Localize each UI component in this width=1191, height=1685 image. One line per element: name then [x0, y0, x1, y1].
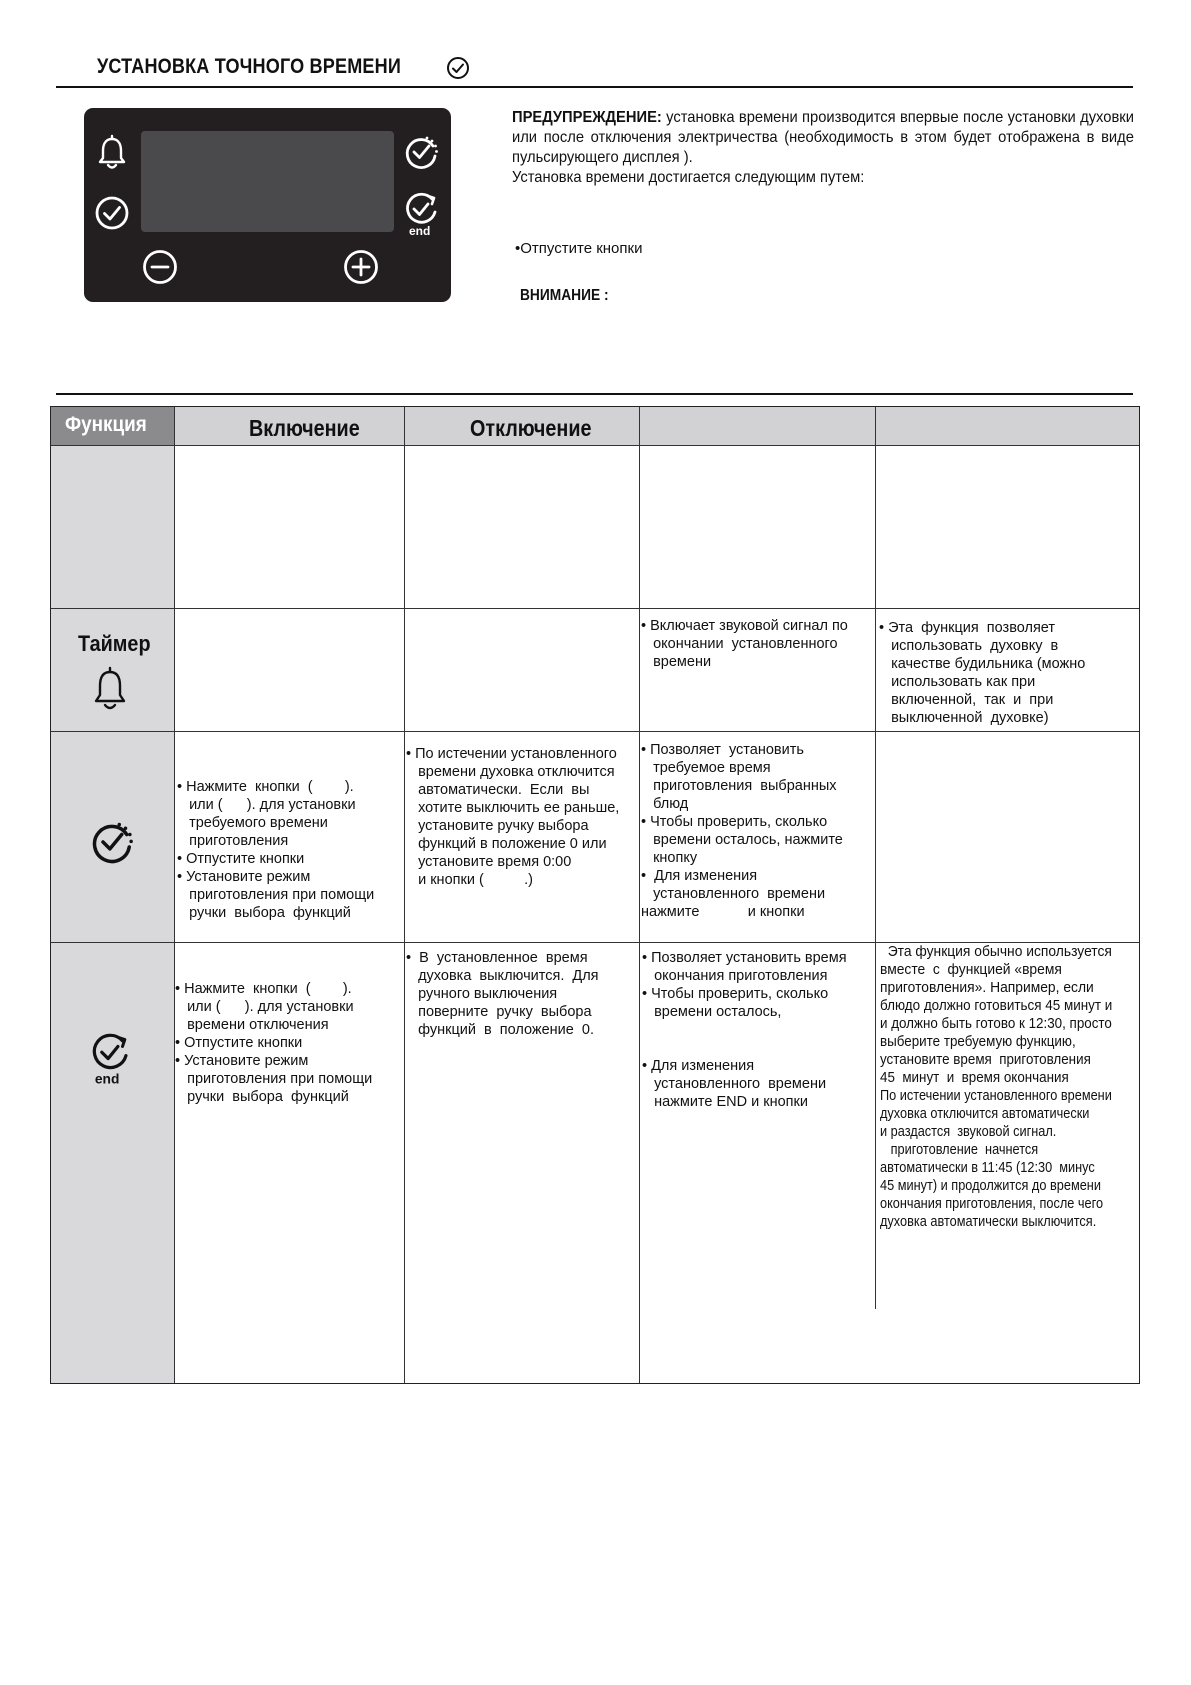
cell-line: • Отпустите кнопки [175, 1035, 303, 1051]
warning-text: установка времени производится впервые после установки духовки или после отключения электричества (необходимость в этом будет отображена в виде пульсирующего дисплея ). [512, 109, 1134, 166]
cell-line: и кнопки ( .) [406, 872, 533, 888]
cell-line: ручки выбора функций [175, 1089, 349, 1105]
cell-line: • Нажмите кнопки ( ). [177, 779, 354, 795]
cell-line: времени [641, 654, 712, 670]
cell-line: функций в положение 0 или [406, 836, 607, 852]
plus-icon[interactable] [341, 247, 381, 287]
clock-check-icon [446, 56, 470, 80]
cell-line: духовка отключится автоматически [880, 1106, 1090, 1122]
cell-line: качестве будильника (можно [879, 656, 1086, 672]
method-text: Установка времени достигается следующим путем: [512, 169, 865, 186]
cell-line: 45 минут) и продолжится до времени [880, 1178, 1101, 1194]
end-on [175, 980, 372, 1106]
cell-line: хотите выключить ее раньше, [406, 800, 620, 816]
cell-line: ручного выключения [406, 986, 558, 1002]
control-panel [84, 108, 451, 302]
cell-line: блюд [641, 796, 689, 812]
cooking-time-icon [88, 817, 138, 867]
cell-line: функций в положение 0. [406, 1022, 594, 1038]
minus-icon[interactable] [140, 247, 180, 287]
cell-line: или ( ). для установки [175, 999, 354, 1015]
cell-line: приготовления при помощи [177, 887, 375, 903]
cell-line: блюдо должно готовиться 45 минут и [880, 998, 1113, 1014]
cell-line: окончания приготовления, после чего [880, 1196, 1104, 1212]
cell-line: и должно быть готово к 12:30, просто [880, 1016, 1112, 1032]
cell-line: окончания приготовления [642, 968, 828, 984]
end-off [406, 949, 599, 1039]
cooking-col4 [641, 741, 843, 921]
display-screen [141, 131, 394, 232]
cell-line: времени осталось, [642, 1004, 782, 1020]
cell-line: требуемого времени [177, 815, 328, 831]
cell-line: нажмите и кнопки [641, 904, 805, 920]
cell-line: • Чтобы проверить, сколько [642, 986, 829, 1002]
cell-line: • Отпустите кнопки [177, 851, 305, 867]
function-column [51, 407, 174, 1383]
end-label: end [409, 224, 431, 236]
intro-text [512, 108, 1134, 188]
cell-line [642, 1039, 847, 1057]
cell-line: установите время 0:00 [406, 854, 572, 870]
end-col5 [880, 943, 1144, 1231]
cell-line: • Для изменения [642, 1058, 755, 1074]
cell-line: духовка выключится. Для [406, 968, 599, 984]
cell-line: • Позволяет установить время [642, 950, 847, 966]
cell-line: • Установите режим [177, 869, 311, 885]
header-function: Функция [51, 407, 174, 445]
cell-line: окончании установленного [641, 636, 838, 652]
cell-line: установленного времени [642, 1076, 827, 1092]
header-off: Отключение [470, 415, 592, 441]
cell-line: • В установленное время [406, 950, 588, 966]
release-step: •Отпустите кнопки [515, 240, 643, 257]
end-col4 [642, 949, 847, 1111]
bell-icon[interactable] [92, 133, 132, 173]
cell-line: выключенной духовке) [879, 710, 1049, 726]
cell-line: духовка автоматически выключится. [880, 1214, 1097, 1230]
bell-icon [88, 664, 132, 714]
cell-line: • Позволяет установить [641, 742, 804, 758]
cell-line: • Включает звуковой сигнал по [641, 618, 848, 634]
cell-line: кнопку [641, 850, 698, 866]
cell-line: установите время приготовления [880, 1052, 1091, 1068]
cooking-on [177, 778, 374, 922]
timer-col5 [879, 619, 1085, 727]
function-table [50, 406, 1140, 1384]
cell-line: приготовления [177, 833, 289, 849]
end-time-icon[interactable] [402, 190, 442, 236]
cell-line: 45 минут и время окончания [880, 1070, 1069, 1086]
cell-line: нажмите END и кнопки [642, 1094, 808, 1110]
cell-line: и раздастся звуковой сигнал. [880, 1124, 1057, 1140]
attention-label: ВНИМАНИЕ : [520, 287, 609, 304]
cell-line: выберите требуемую функцию, [880, 1034, 1076, 1050]
cell-line: установите ручку выбора [406, 818, 589, 834]
cell-line: автоматически в 11:45 (12:30 минус [880, 1160, 1095, 1176]
header-on: Включение [249, 415, 360, 441]
cooking-off [406, 745, 619, 889]
cell-line: или ( ). для установки [177, 797, 356, 813]
cell-line: приготовления при помощи [175, 1071, 373, 1087]
cell-line: • Нажмите кнопки ( ). [175, 981, 352, 997]
cell-line: поверните ручку выбора [406, 1004, 592, 1020]
cell-line: вместе с функцией «время [880, 962, 1062, 978]
top-rule [56, 86, 1133, 88]
cell-line: • По истечении установленного [406, 746, 617, 762]
cell-line: приготовление начнется [880, 1142, 1039, 1158]
cell-line [642, 1021, 847, 1039]
cell-line: автоматически. Если вы [406, 782, 590, 798]
cell-line: • Чтобы проверить, сколько [641, 814, 828, 830]
clock-check-icon[interactable] [92, 193, 132, 233]
cell-line: приготовления выбранных [641, 778, 837, 794]
cell-line: • Эта функция позволяет [879, 620, 1056, 636]
cell-line: времени осталось, нажмите [641, 832, 843, 848]
timer-label: Таймер [78, 631, 151, 656]
cell-line: • Установите режим [175, 1053, 309, 1069]
cell-line: времени отключения [175, 1017, 329, 1033]
cell-line: установленного времени [641, 886, 826, 902]
warning-label: ПРЕДУПРЕЖДЕНИЕ: [512, 109, 662, 126]
end-time-icon [88, 1030, 134, 1086]
timer-col4 [641, 617, 848, 671]
cell-line: приготовления». Например, если [880, 980, 1094, 996]
cooking-time-icon[interactable] [402, 132, 442, 172]
svg-text:end: end [94, 1071, 120, 1086]
middle-rule [56, 393, 1133, 395]
cell-line: требуемое время [641, 760, 771, 776]
cell-line: По истечении установленного времени [880, 1088, 1112, 1104]
cell-line: использовать как при [879, 674, 1036, 690]
cell-line: использовать духовку в [879, 638, 1059, 654]
cell-line: включенной, так и при [879, 692, 1054, 708]
cell-line: Эта функция обычно используется [880, 944, 1112, 960]
cell-line: ручки выбора функций [177, 905, 351, 921]
cell-line: • Для изменения [641, 868, 758, 884]
section-title: УСТАНОВКА ТОЧНОГО ВРЕМЕНИ [97, 55, 402, 78]
cell-line: времени духовка отключится [406, 764, 615, 780]
